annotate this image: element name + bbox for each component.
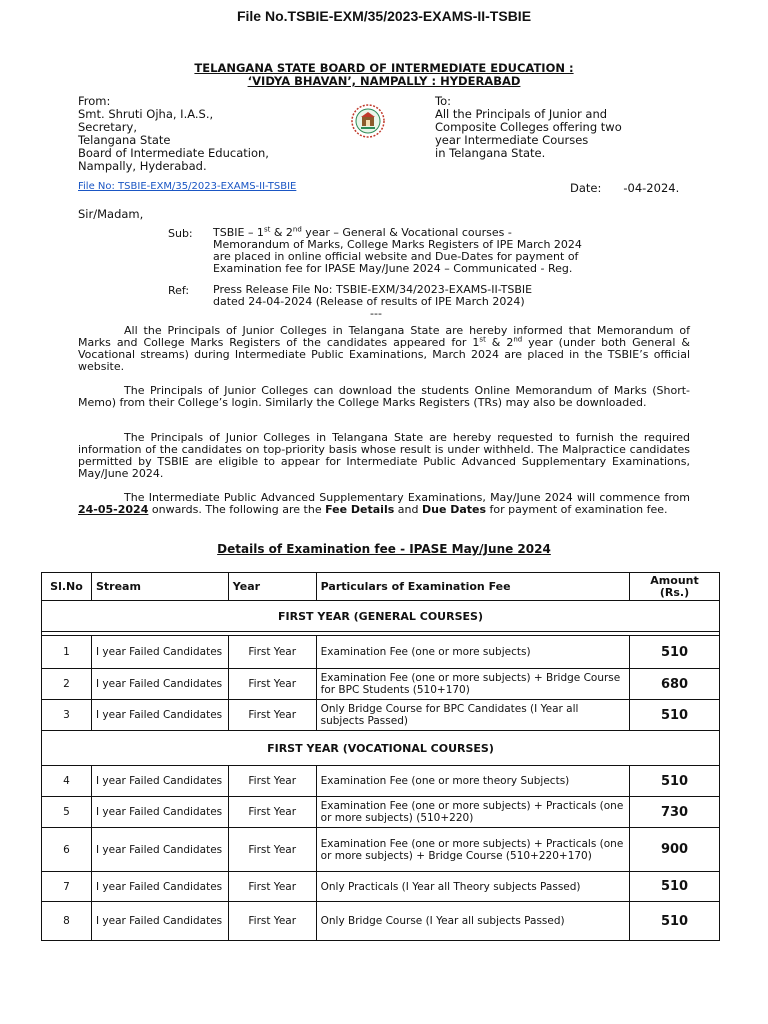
date-value: -04-2024. bbox=[623, 181, 680, 195]
reference-label: Ref: bbox=[168, 284, 190, 297]
board-name: TELANGANA STATE BOARD OF INTERMEDIATE EDUCATION : bbox=[194, 61, 574, 75]
table-header-row bbox=[42, 573, 720, 601]
board-emblem-icon bbox=[350, 103, 386, 139]
cell-particulars: Only Bridge Course (I Year all subjects Passed) bbox=[316, 902, 629, 941]
cell-amount: 510 bbox=[630, 766, 720, 797]
paragraph-2: The Principals of Junior Colleges can download the students Online Memorandum of Marks (Short-Memo) from their College’s login. Similarly the College Marks Registers (TRs) may also be downloaded. bbox=[78, 384, 690, 409]
reference-dashes: --- bbox=[370, 307, 382, 320]
header-slno: Sl.No bbox=[42, 573, 92, 601]
section-row-vocational bbox=[42, 731, 720, 766]
cell-year: First Year bbox=[228, 669, 316, 700]
header-amount: Amount (Rs.) bbox=[630, 573, 720, 601]
cell-year: First Year bbox=[228, 797, 316, 828]
cell-slno: 6 bbox=[42, 828, 92, 872]
cell-amount: 510 bbox=[630, 636, 720, 669]
paragraph-3: The Principals of Junior Colleges in Telangana State are hereby requested to furnish the required information of the candidates on top-priority basis whose result is under withheld. The Malpractice candidates permitted by TSBIE are eligible to appear for Intermediate Public Advanced Supplementary Examinations, May/June 2024. bbox=[78, 431, 690, 480]
subject-text: TSBIE – 1st & 2nd year – General & Vocational courses - Memorandum of Marks, College Marks Registers of IPE March 2024 are placed in online official website and Due-Dates for payment of Examination fee for IPASE May/June 2024 – Communicated - Reg. bbox=[213, 225, 582, 275]
board-heading bbox=[0, 62, 768, 88]
to-line: year Intermediate Courses bbox=[435, 133, 589, 147]
from-designation: Secretary, bbox=[78, 120, 137, 134]
cell-particulars: Examination Fee (one or more subjects) + Practicals (one or more subjects) (510+220) bbox=[316, 797, 629, 828]
from-board: Board of Intermediate Education, bbox=[78, 146, 269, 160]
cell-amount: 900 bbox=[630, 828, 720, 872]
cell-particulars: Examination Fee (one or more subjects) bbox=[316, 636, 629, 669]
table-row bbox=[42, 872, 720, 902]
cell-amount: 730 bbox=[630, 797, 720, 828]
cell-particulars: Examination Fee (one or more subjects) + Bridge Course for BPC Students (510+170) bbox=[316, 669, 629, 700]
cell-slno: 8 bbox=[42, 902, 92, 941]
date-label: Date: bbox=[570, 181, 602, 195]
paragraph-4: The Intermediate Public Advanced Supplementary Examinations, May/June 2024 will commence from 24-05-2024 onwards. The following are the Fee Details and Due Dates for payment of examination fee. bbox=[78, 491, 690, 516]
cell-particulars: Only Practicals (I Year all Theory subjects Passed) bbox=[316, 872, 629, 902]
cell-amount: 510 bbox=[630, 902, 720, 941]
cell-slno: 1 bbox=[42, 636, 92, 669]
cell-year: First Year bbox=[228, 872, 316, 902]
from-block bbox=[78, 95, 269, 173]
table-row bbox=[42, 902, 720, 941]
cell-stream: I year Failed Candidates bbox=[91, 828, 228, 872]
cell-stream: I year Failed Candidates bbox=[91, 766, 228, 797]
header-particulars: Particulars of Examination Fee bbox=[316, 573, 629, 601]
to-line: All the Principals of Junior and bbox=[435, 107, 608, 121]
cell-year: First Year bbox=[228, 766, 316, 797]
fee-details-title: Details of Examination fee - IPASE May/June 2024 bbox=[217, 542, 551, 556]
reference-text: Press Release File No: TSBIE-EXM/34/2023-EXAMS-II-TSBIE dated 24-04-2024 (Release of results of IPE March 2024) bbox=[213, 283, 533, 308]
table-row bbox=[42, 700, 720, 731]
from-name: Smt. Shruti Ojha, I.A.S., bbox=[78, 107, 214, 121]
paragraph-1: All the Principals of Junior Colleges in Telangana State are hereby informed that Memorandum of Marks and College Marks Registers of the candidates appeared for 1st & 2nd year (under both General & Vocational streams) during Intermediate Public Examinations, March 2024 are placed in the TSBIE’s official website. bbox=[78, 324, 690, 373]
cell-stream: I year Failed Candidates bbox=[91, 700, 228, 731]
date-line bbox=[570, 181, 679, 195]
from-label: From: bbox=[78, 94, 111, 108]
table-row bbox=[42, 636, 720, 669]
cell-year: First Year bbox=[228, 700, 316, 731]
file-title: File No.TSBIE-EXM/35/2023-EXAMS-II-TSBIE bbox=[236, 8, 532, 24]
section-title: FIRST YEAR (VOCATIONAL COURSES) bbox=[42, 731, 720, 766]
cell-stream: I year Failed Candidates bbox=[91, 872, 228, 902]
cell-slno: 3 bbox=[42, 700, 92, 731]
header-stream: Stream bbox=[91, 573, 228, 601]
cell-slno: 2 bbox=[42, 669, 92, 700]
section-title: FIRST YEAR (GENERAL COURSES) bbox=[42, 601, 720, 632]
cell-slno: 5 bbox=[42, 797, 92, 828]
to-block bbox=[435, 95, 622, 160]
cell-particulars: Only Bridge Course for BPC Candidates (I Year all subjects Passed) bbox=[316, 700, 629, 731]
table-row bbox=[42, 766, 720, 797]
table-row bbox=[42, 797, 720, 828]
cell-particulars: Examination Fee (one or more theory Subjects) bbox=[316, 766, 629, 797]
cell-stream: I year Failed Candidates bbox=[91, 669, 228, 700]
table-row bbox=[42, 669, 720, 700]
cell-year: First Year bbox=[228, 902, 316, 941]
cell-year: First Year bbox=[228, 828, 316, 872]
cell-amount: 510 bbox=[630, 872, 720, 902]
cell-slno: 4 bbox=[42, 766, 92, 797]
to-line: Composite Colleges offering two bbox=[435, 120, 622, 134]
to-label: To: bbox=[435, 94, 451, 108]
subject-label: Sub: bbox=[168, 227, 193, 240]
table-row bbox=[42, 828, 720, 872]
from-state: Telangana State bbox=[78, 133, 171, 147]
to-line: in Telangana State. bbox=[435, 146, 546, 160]
cell-amount: 680 bbox=[630, 669, 720, 700]
fee-table bbox=[41, 572, 720, 941]
cell-amount: 510 bbox=[630, 700, 720, 731]
header-year: Year bbox=[228, 573, 316, 601]
cell-stream: I year Failed Candidates bbox=[91, 902, 228, 941]
file-number-link[interactable]: File No: TSBIE-EXM/35/2023-EXAMS-II-TSBIE bbox=[78, 181, 297, 192]
from-place: Nampally, Hyderabad. bbox=[78, 159, 207, 173]
cell-slno: 7 bbox=[42, 872, 92, 902]
cell-year: First Year bbox=[228, 636, 316, 669]
salutation: Sir/Madam, bbox=[78, 207, 144, 221]
board-address: ‘VIDYA BHAVAN’, NAMPALLY : HYDERABAD bbox=[247, 74, 521, 88]
cell-particulars: Examination Fee (one or more subjects) + Practicals (one or more subjects) + Bridge Course (510+220+170) bbox=[316, 828, 629, 872]
section-row-general bbox=[42, 601, 720, 632]
cell-stream: I year Failed Candidates bbox=[91, 797, 228, 828]
cell-stream: I year Failed Candidates bbox=[91, 636, 228, 669]
